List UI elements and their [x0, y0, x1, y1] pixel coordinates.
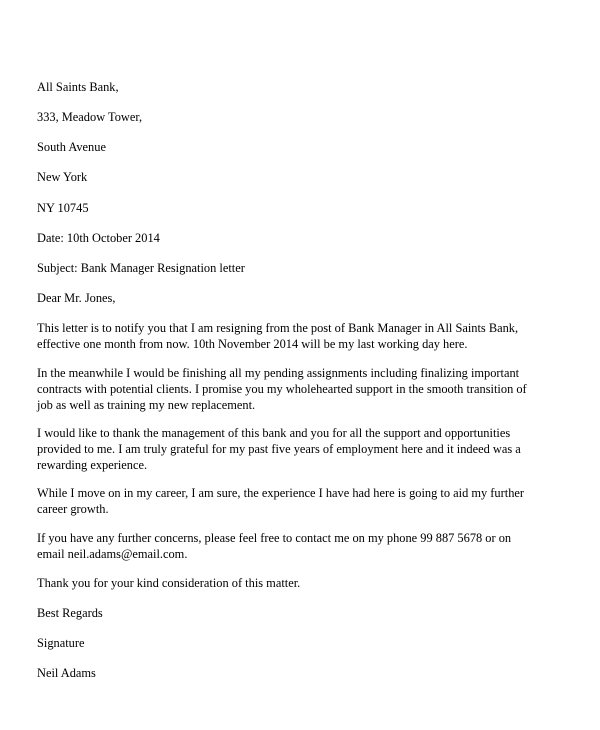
- address-avenue: South Avenue: [37, 140, 106, 154]
- paragraph-line: If you have any further concerns, please feel free to contact me on my phone 99 887 5678 or on: [37, 531, 512, 545]
- paragraph-line: provided to me. I am truly grateful for my past five years of employment here and it indeed was a: [37, 442, 521, 456]
- paragraph-line: email neil.adams@email.com.: [37, 547, 188, 561]
- body-paragraph: [37, 365, 572, 413]
- letter-date: Date: 10th October 2014: [37, 231, 160, 245]
- address-bank-name: All Saints Bank,: [37, 80, 119, 94]
- thanks-line: Thank you for your kind consideration of this matter.: [37, 576, 301, 590]
- letter-salutation: Dear Mr. Jones,: [37, 291, 116, 305]
- paragraph-line: rewarding experience.: [37, 458, 148, 472]
- paragraph-line: job as well as training my new replacement.: [37, 398, 256, 412]
- closing-line: Best Regards: [37, 606, 103, 620]
- paragraph-line: This letter is to notify you that I am resigning from the post of Bank Manager in All Saints Bank,: [37, 321, 519, 335]
- paragraph-line: career growth.: [37, 502, 109, 516]
- body-paragraph: [37, 425, 572, 473]
- address-city: New York: [37, 170, 88, 184]
- paragraph-line: While I move on in my career, I am sure, the experience I have had here is going to aid my further: [37, 486, 525, 500]
- paragraph-line: contracts with potential clients. I promise you my wholehearted support in the smooth transition of: [37, 382, 527, 396]
- address-street: 333, Meadow Tower,: [37, 110, 143, 124]
- paragraph-line: effective one month from now. 10th November 2014 will be my last working day here.: [37, 337, 468, 351]
- paragraph-line: I would like to thank the management of this bank and you for all the support and opportunities: [37, 426, 511, 440]
- body-paragraph: [37, 530, 572, 562]
- letter-subject: Subject: Bank Manager Resignation letter: [37, 261, 245, 275]
- paragraph-line: In the meanwhile I would be finishing all my pending assignments including finalizing important: [37, 366, 520, 380]
- body-paragraph: [37, 320, 572, 352]
- signature-line: Signature: [37, 636, 85, 650]
- address-state-zip: NY 10745: [37, 201, 89, 215]
- body-paragraph: [37, 485, 572, 517]
- sender-name: Neil Adams: [37, 666, 96, 680]
